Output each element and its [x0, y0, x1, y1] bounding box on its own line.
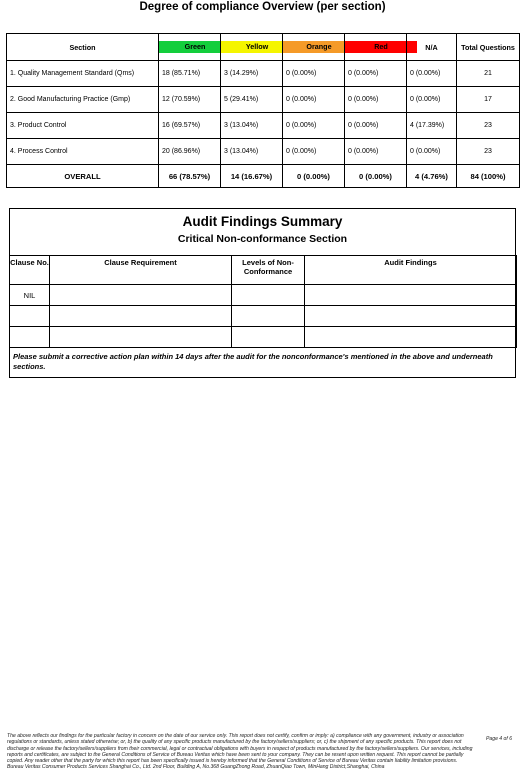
red-swatch: Red [345, 41, 417, 53]
audit-title: Audit Findings Summary [182, 214, 343, 229]
red-header [345, 34, 407, 61]
compliance-table [6, 33, 520, 188]
na-value: 0 (0.00%) [407, 61, 457, 87]
audit-findings-header: Audit Findings [305, 256, 517, 285]
green-swatch: Green [159, 41, 231, 53]
green-value: 16 (69.57%) [159, 113, 221, 139]
table-row [10, 306, 517, 327]
requirement-cell [50, 285, 232, 306]
overall-orange: 0 (0.00%) [283, 165, 345, 188]
levels-cell [232, 306, 305, 327]
page-title: Degree of compliance Overview (per section) [139, 1, 386, 13]
findings-cell [305, 306, 517, 327]
yellow-value: 3 (14.29%) [221, 61, 283, 87]
total-header: Total Questions [457, 34, 520, 61]
section-name: 1. Quality Management Standard (Qms) [7, 61, 159, 87]
total-value: 23 [457, 139, 520, 165]
table-row [10, 285, 517, 306]
red-value: 0 (0.00%) [345, 139, 407, 165]
findings-cell [305, 285, 517, 306]
na-value: 0 (0.00%) [407, 139, 457, 165]
overall-red: 0 (0.00%) [345, 165, 407, 188]
clause-no-cell [10, 327, 50, 348]
total-value: 21 [457, 61, 520, 87]
green-value: 20 (86.96%) [159, 139, 221, 165]
total-value: 23 [457, 113, 520, 139]
findings-cell [305, 327, 517, 348]
overall-yellow: 14 (16.67%) [221, 165, 283, 188]
yellow-value: 5 (29.41%) [221, 87, 283, 113]
overall-green: 66 (78.57%) [159, 165, 221, 188]
green-value: 18 (85.71%) [159, 61, 221, 87]
green-header [159, 34, 221, 61]
levels-header: Levels of Non-Conformance [232, 256, 305, 285]
levels-cell [232, 285, 305, 306]
table-row [10, 327, 517, 348]
na-header: N/A [407, 34, 457, 61]
corrective-action-note: Please submit a corrective action plan within 14 days after the audit for the nonconformance's mentioned in the above and underneath sections. [13, 352, 493, 371]
audit-subtitle: Critical Non-conformance Section [177, 233, 348, 245]
orange-value: 0 (0.00%) [283, 113, 345, 139]
yellow-value: 3 (13.04%) [221, 113, 283, 139]
orange-swatch: Orange [283, 41, 355, 53]
clause-no-header: Clause No. [10, 256, 50, 285]
section-header: Section [7, 34, 159, 61]
yellow-value: 3 (13.04%) [221, 139, 283, 165]
table-row [7, 61, 520, 87]
section-name: 2. Good Manufacturing Practice (Gmp) [7, 87, 159, 113]
overall-label: OVERALL [7, 165, 159, 188]
findings-header-row [10, 256, 517, 285]
na-value: 0 (0.00%) [407, 87, 457, 113]
clause-requirement-header: Clause Requirement [50, 256, 232, 285]
red-value: 0 (0.00%) [345, 61, 407, 87]
requirement-cell [50, 306, 232, 327]
orange-value: 0 (0.00%) [283, 87, 345, 113]
overall-na: 4 (4.76%) [407, 165, 457, 188]
total-value: 17 [457, 87, 520, 113]
orange-header [283, 34, 345, 61]
footer-disclaimer: The above reflects our findings for the particular factory in concern on the date of our service only. This report does not certify, confirm or imply: a) compliance with any government, industry or association regulations or standards, unless stated otherwise; or, b) the quality of any specific products manufactured by the factory/sellers/suppliers; or, c) the shipment of any specific products. This report does not discharge or release the factory/sellers/suppliers from their commercial, legal or contractual obligations with buyers in respect of products manufactured by the factory/sellers/suppliers. Our services, including reports and certificates, are subject to the General Conditions of Service of Bureau Veritas which have been sent to your company. They can be resent upon written request. This report cannot be partially copied. Any reader other that the party for which this report has been specifically issued is hereby informed that the General Conditions of Service of Bureau Veritas contain liability limitation provisions. Bureau Veritas Consumer Products Services Shanghai Co., Ltd. 2nd Floor, Building A, No.368 GuangZhong Road, ZhuanQiao Town, MinHang District,Shanghai, China [7, 733, 473, 771]
red-value: 0 (0.00%) [345, 87, 407, 113]
audit-findings-box [9, 208, 516, 378]
table-row [7, 113, 520, 139]
overall-total: 84 (100%) [457, 165, 520, 188]
section-name: 4. Process Control [7, 139, 159, 165]
na-value: 4 (17.39%) [407, 113, 457, 139]
clause-no-cell [10, 306, 50, 327]
levels-cell [232, 327, 305, 348]
findings-table [9, 255, 517, 348]
red-value: 0 (0.00%) [345, 113, 407, 139]
overall-row [7, 165, 520, 188]
orange-value: 0 (0.00%) [283, 61, 345, 87]
clause-no-cell: NIL [10, 285, 50, 306]
green-value: 12 (70.59%) [159, 87, 221, 113]
section-name: 3. Product Control [7, 113, 159, 139]
requirement-cell [50, 327, 232, 348]
table-row [7, 87, 520, 113]
yellow-header [221, 34, 283, 61]
compliance-header-row [7, 34, 520, 61]
table-row [7, 139, 520, 165]
yellow-swatch: Yellow [221, 41, 293, 53]
orange-value: 0 (0.00%) [283, 139, 345, 165]
page-number: Page 4 of 6 [486, 736, 513, 742]
